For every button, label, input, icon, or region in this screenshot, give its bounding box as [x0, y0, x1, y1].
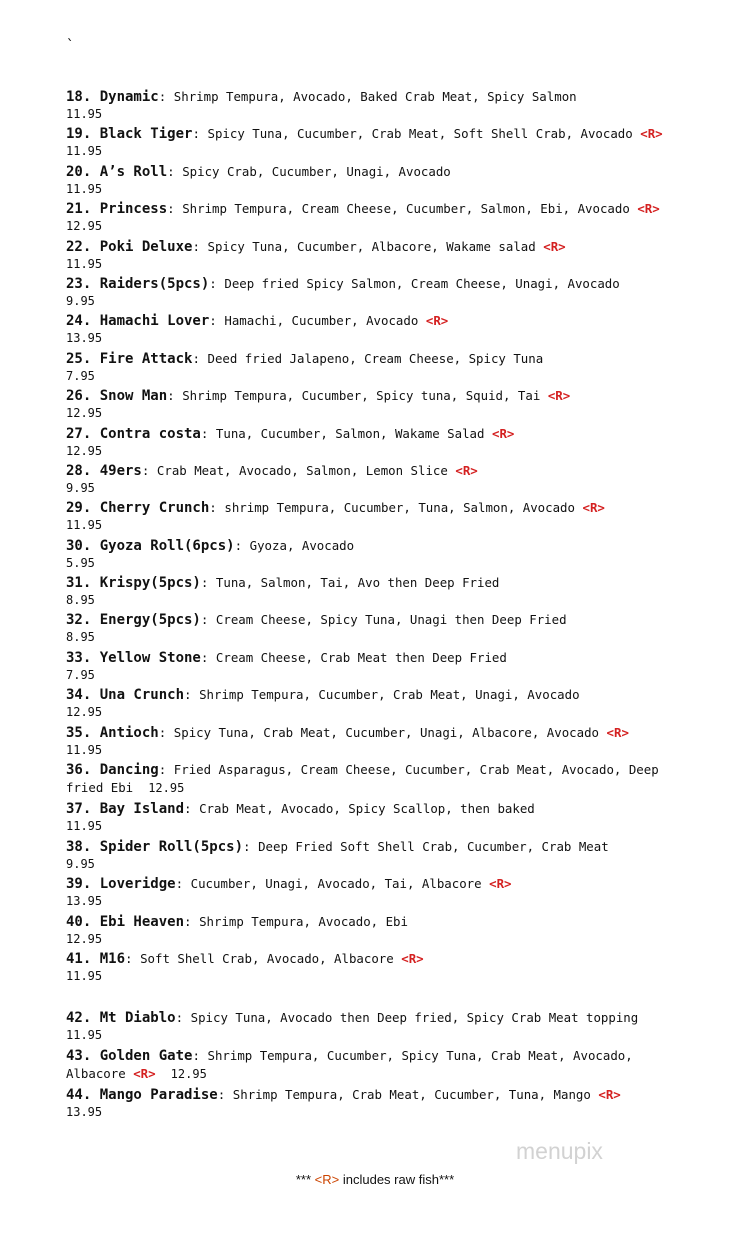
- item-separator: :: [192, 1047, 200, 1063]
- item-description: Gyoza, Avocado: [249, 537, 355, 553]
- item-name: 44. Mango Paradise: [66, 1087, 218, 1104]
- menu-item: [66, 200, 666, 234]
- item-description: Spicy Crab, Cucumber, Unagi, Avocado: [182, 163, 451, 179]
- item-name: 20. A’s Roll: [66, 163, 168, 180]
- item-price: 7.95: [66, 667, 95, 682]
- menu-item: [66, 574, 666, 608]
- item-separator: :: [167, 163, 175, 179]
- item-price: 9.95: [66, 480, 95, 495]
- raw-fish-marker: <R>: [598, 1087, 621, 1103]
- item-name: 35. Antioch: [66, 724, 159, 741]
- item-price: 13.95: [66, 1105, 103, 1120]
- menu-item-line: [66, 312, 666, 330]
- item-separator: :: [217, 1087, 226, 1103]
- item-name: 38. Spider Roll(5pcs): [66, 838, 244, 855]
- menu-item-line: [66, 724, 666, 742]
- item-price: 12.95: [66, 406, 103, 421]
- item-description: Shrimp Tempura, Cucumber, Spicy tuna, Squid, Tai: [182, 388, 541, 404]
- item-separator: :: [158, 762, 167, 778]
- item-price: 12.95: [170, 1066, 207, 1081]
- menu-item: [66, 462, 666, 496]
- item-price: 5.95: [66, 555, 95, 570]
- menu-item: [66, 238, 666, 272]
- item-name: 41. M16: [66, 950, 126, 967]
- footnote-prefix: ***: [295, 1172, 312, 1187]
- item-name: 19. Black Tiger: [66, 126, 193, 143]
- menu-item: [66, 125, 666, 159]
- menu-item: [66, 163, 666, 197]
- raw-fish-marker: <R>: [401, 950, 424, 966]
- item-separator: :: [167, 388, 175, 404]
- item-price: 8.95: [66, 593, 95, 608]
- menu-item-line: [66, 200, 666, 218]
- menu-item-line: [66, 275, 666, 293]
- item-description: Spicy Tuna, Cucumber, Albacore, Wakame salad: [207, 238, 536, 254]
- menu-item: [66, 649, 666, 683]
- item-price: 11.95: [66, 256, 103, 271]
- item-price: 12.95: [66, 219, 103, 234]
- menu-item-line: [66, 800, 666, 818]
- item-name: 33. Yellow Stone: [66, 649, 201, 666]
- menu-item-line: [66, 88, 666, 106]
- item-name: 27. Contra costa: [66, 425, 201, 442]
- raw-fish-marker: <R>: [543, 238, 566, 254]
- item-price: 9.95: [66, 293, 95, 308]
- item-description: Spicy Tuna, Crab Meat, Cucumber, Unagi, Albacore, Avocado: [173, 724, 599, 740]
- item-price: 8.95: [66, 630, 95, 645]
- item-name: 32. Energy(5pcs): [66, 612, 201, 629]
- footnote-raw-marker: <R>: [314, 1172, 340, 1187]
- item-separator: :: [200, 649, 209, 665]
- menu-item-line: [66, 238, 666, 256]
- item-price: 11.95: [66, 1028, 103, 1043]
- item-description: shrimp Tempura, Cucumber, Tuna, Salmon, Avocado: [224, 500, 575, 516]
- item-price: 12.95: [66, 443, 103, 458]
- menu-item-line: [66, 387, 666, 405]
- item-name: 34. Una Crunch: [66, 687, 185, 704]
- item-description: Cream Cheese, Crab Meat then Deep Fried: [215, 649, 507, 665]
- item-description: Shrimp Tempura, Cream Cheese, Cucumber, Salmon, Ebi, Avocado: [182, 201, 630, 217]
- item-separator: :: [200, 612, 209, 628]
- item-separator: :: [184, 913, 192, 929]
- item-name: 39. Loveridge: [66, 876, 176, 893]
- item-description: Shrimp Tempura, Avocado, Ebi: [199, 913, 408, 929]
- menu-list: [66, 88, 666, 1124]
- menu-item: [66, 761, 666, 797]
- item-description: Shrimp Tempura, Avocado, Baked Crab Meat, Spicy Salmon: [173, 89, 577, 104]
- item-description: Tuna, Cucumber, Salmon, Wakame Salad: [215, 425, 485, 441]
- item-price: 11.95: [66, 518, 103, 533]
- raw-fish-marker: <R>: [547, 388, 571, 404]
- menu-item-line: [66, 425, 666, 443]
- item-price: 11.95: [66, 819, 103, 834]
- footnote-text: includes raw fish***: [342, 1172, 455, 1187]
- item-price: 7.95: [66, 368, 95, 383]
- item-price: 11.95: [66, 742, 103, 757]
- raw-fish-marker: <R>: [425, 313, 449, 329]
- menu-item-line: [66, 537, 666, 555]
- menu-item-line: [66, 950, 666, 968]
- raw-fish-marker: <R>: [489, 876, 512, 892]
- item-separator: :: [234, 537, 243, 553]
- menu-item-line: [66, 1086, 666, 1104]
- item-description: Crab Meat, Avocado, Spicy Scallop, then baked: [199, 801, 535, 817]
- item-description: Hamachi, Cucumber, Avocado: [224, 313, 419, 329]
- item-description: Crab Meat, Avocado, Salmon, Lemon Slice: [156, 462, 448, 478]
- item-price: 13.95: [66, 331, 103, 346]
- item-separator: :: [158, 724, 167, 740]
- item-description: Spicy Tuna, Cucumber, Crab Meat, Soft Shell Crab, Avocado: [207, 126, 633, 142]
- menu-item: [66, 312, 666, 346]
- item-name: 42. Mt Diablo: [66, 1010, 176, 1027]
- menu-item: [66, 913, 666, 947]
- menu-item: [66, 1086, 666, 1120]
- item-description: Cucumber, Unagi, Avocado, Tai, Albacore: [190, 876, 482, 892]
- item-separator: :: [167, 201, 175, 217]
- item-description: Deep Fried Soft Shell Crab, Cucumber, Crab Meat: [258, 838, 609, 854]
- item-description: Shrimp Tempura, Cucumber, Spicy Tuna, Crab Meat, Avocado, Albacore: [66, 1047, 633, 1081]
- item-name: 30. Gyoza Roll(6pcs): [66, 537, 235, 554]
- menu-item-line: [66, 163, 666, 181]
- item-name: 18. Dynamic: [66, 89, 159, 105]
- menu-item: [66, 350, 666, 384]
- menu-item-line: [66, 350, 666, 368]
- raw-fish-marker: <R>: [133, 1065, 156, 1081]
- menu-item: [66, 1047, 666, 1083]
- section-gap: [66, 987, 666, 1009]
- item-separator: :: [184, 687, 192, 703]
- menu-item-line: [66, 686, 666, 704]
- menu-item: [66, 800, 666, 834]
- item-separator: :: [209, 313, 217, 329]
- item-name: 43. Golden Gate: [66, 1047, 193, 1064]
- item-separator: :: [192, 350, 200, 366]
- item-separator: :: [192, 126, 200, 142]
- menu-item-line: [66, 838, 666, 856]
- item-price: 11.95: [66, 968, 103, 983]
- raw-fish-marker: <R>: [455, 462, 478, 478]
- item-name: 31. Krispy(5pcs): [66, 575, 201, 592]
- menu-item: [66, 537, 666, 571]
- raw-fish-footnote: [0, 1172, 750, 1187]
- header-mark: `: [66, 38, 75, 54]
- item-separator: :: [200, 575, 209, 591]
- item-description: Deep fried Spicy Salmon, Cream Cheese, Unagi, Avocado: [224, 275, 620, 291]
- menu-item: [66, 611, 666, 645]
- menu-item: [66, 838, 666, 872]
- item-separator: :: [175, 1010, 184, 1026]
- item-name: 36. Dancing: [66, 762, 159, 779]
- raw-fish-marker: <R>: [637, 201, 660, 217]
- item-separator: :: [209, 500, 217, 516]
- raw-fish-marker: <R>: [582, 500, 605, 516]
- item-name: 21. Princess: [66, 201, 168, 218]
- item-description: Soft Shell Crab, Avocado, Albacore: [140, 950, 394, 966]
- item-description: Deed fried Jalapeno, Cream Cheese, Spicy Tuna: [207, 350, 544, 366]
- item-name: 28. 49ers: [66, 462, 142, 479]
- item-name: 40. Ebi Heaven: [66, 913, 185, 930]
- item-description: Shrimp Tempura, Cucumber, Crab Meat, Unagi, Avocado: [199, 687, 580, 703]
- raw-fish-marker: <R>: [492, 425, 515, 441]
- menu-item: [66, 275, 666, 309]
- item-price: 12.95: [148, 781, 185, 796]
- menu-item-line: [66, 462, 666, 480]
- menupix-watermark: menupix: [516, 1138, 603, 1164]
- item-price: 11.95: [66, 107, 103, 121]
- menu-item-line: [66, 649, 666, 667]
- menu-item: [66, 875, 666, 909]
- item-separator: :: [209, 275, 217, 291]
- item-separator: :: [192, 238, 200, 254]
- item-separator: :: [158, 89, 167, 104]
- menu-item: [66, 1009, 666, 1043]
- item-separator: :: [200, 425, 209, 441]
- item-name: 23. Raiders(5pcs): [66, 275, 210, 292]
- menu-item: [66, 425, 666, 459]
- item-name: 29. Cherry Crunch: [66, 500, 210, 517]
- item-name: 26. Snow Man: [66, 388, 168, 405]
- item-description: Tuna, Salmon, Tai, Avo then Deep Fried: [215, 575, 500, 591]
- item-separator: :: [125, 950, 133, 966]
- item-price: 12.95: [66, 705, 103, 720]
- menu-item: [66, 950, 666, 984]
- item-description: Shrimp Tempura, Crab Meat, Cucumber, Tuna, Mango: [232, 1087, 591, 1103]
- item-separator: :: [184, 801, 192, 817]
- item-price: 11.95: [66, 144, 103, 159]
- item-description: Cream Cheese, Spicy Tuna, Unagi then Deep Fried: [215, 612, 567, 628]
- menu-item-line: [66, 913, 666, 931]
- raw-fish-marker: <R>: [640, 126, 663, 142]
- menu-item-line: [66, 761, 666, 797]
- item-separator: :: [175, 876, 184, 892]
- item-description: Spicy Tuna, Avocado then Deep fried, Spicy Crab Meat topping: [190, 1010, 639, 1026]
- item-separator: :: [243, 838, 251, 854]
- menu-item-line: [66, 499, 666, 517]
- menu-item: [66, 686, 666, 720]
- menu-item-line: [66, 611, 666, 629]
- menu-item-line: [66, 574, 666, 592]
- item-name: 25. Fire Attack: [66, 350, 193, 367]
- menu-item-line: [66, 875, 666, 893]
- item-name: 22. Poki Deluxe: [66, 238, 193, 255]
- item-price: 12.95: [66, 931, 103, 946]
- menu-item: [66, 499, 666, 533]
- menu-item-line: [66, 1047, 666, 1083]
- item-description: Fried Asparagus, Cream Cheese, Cucumber, Crab Meat, Avocado, Deep fried Ebi: [66, 762, 659, 796]
- item-price: 13.95: [66, 894, 103, 909]
- menu-item: [66, 724, 666, 758]
- item-price: 11.95: [66, 181, 103, 196]
- menu-item-line: [66, 125, 666, 143]
- menu-item: [66, 387, 666, 421]
- menu-item: [66, 88, 666, 122]
- item-name: 24. Hamachi Lover: [66, 313, 210, 330]
- item-separator: :: [141, 462, 150, 478]
- item-name: 37. Bay Island: [66, 801, 185, 818]
- menu-item-line: [66, 1009, 666, 1027]
- raw-fish-marker: <R>: [606, 724, 629, 740]
- item-price: 9.95: [66, 856, 95, 871]
